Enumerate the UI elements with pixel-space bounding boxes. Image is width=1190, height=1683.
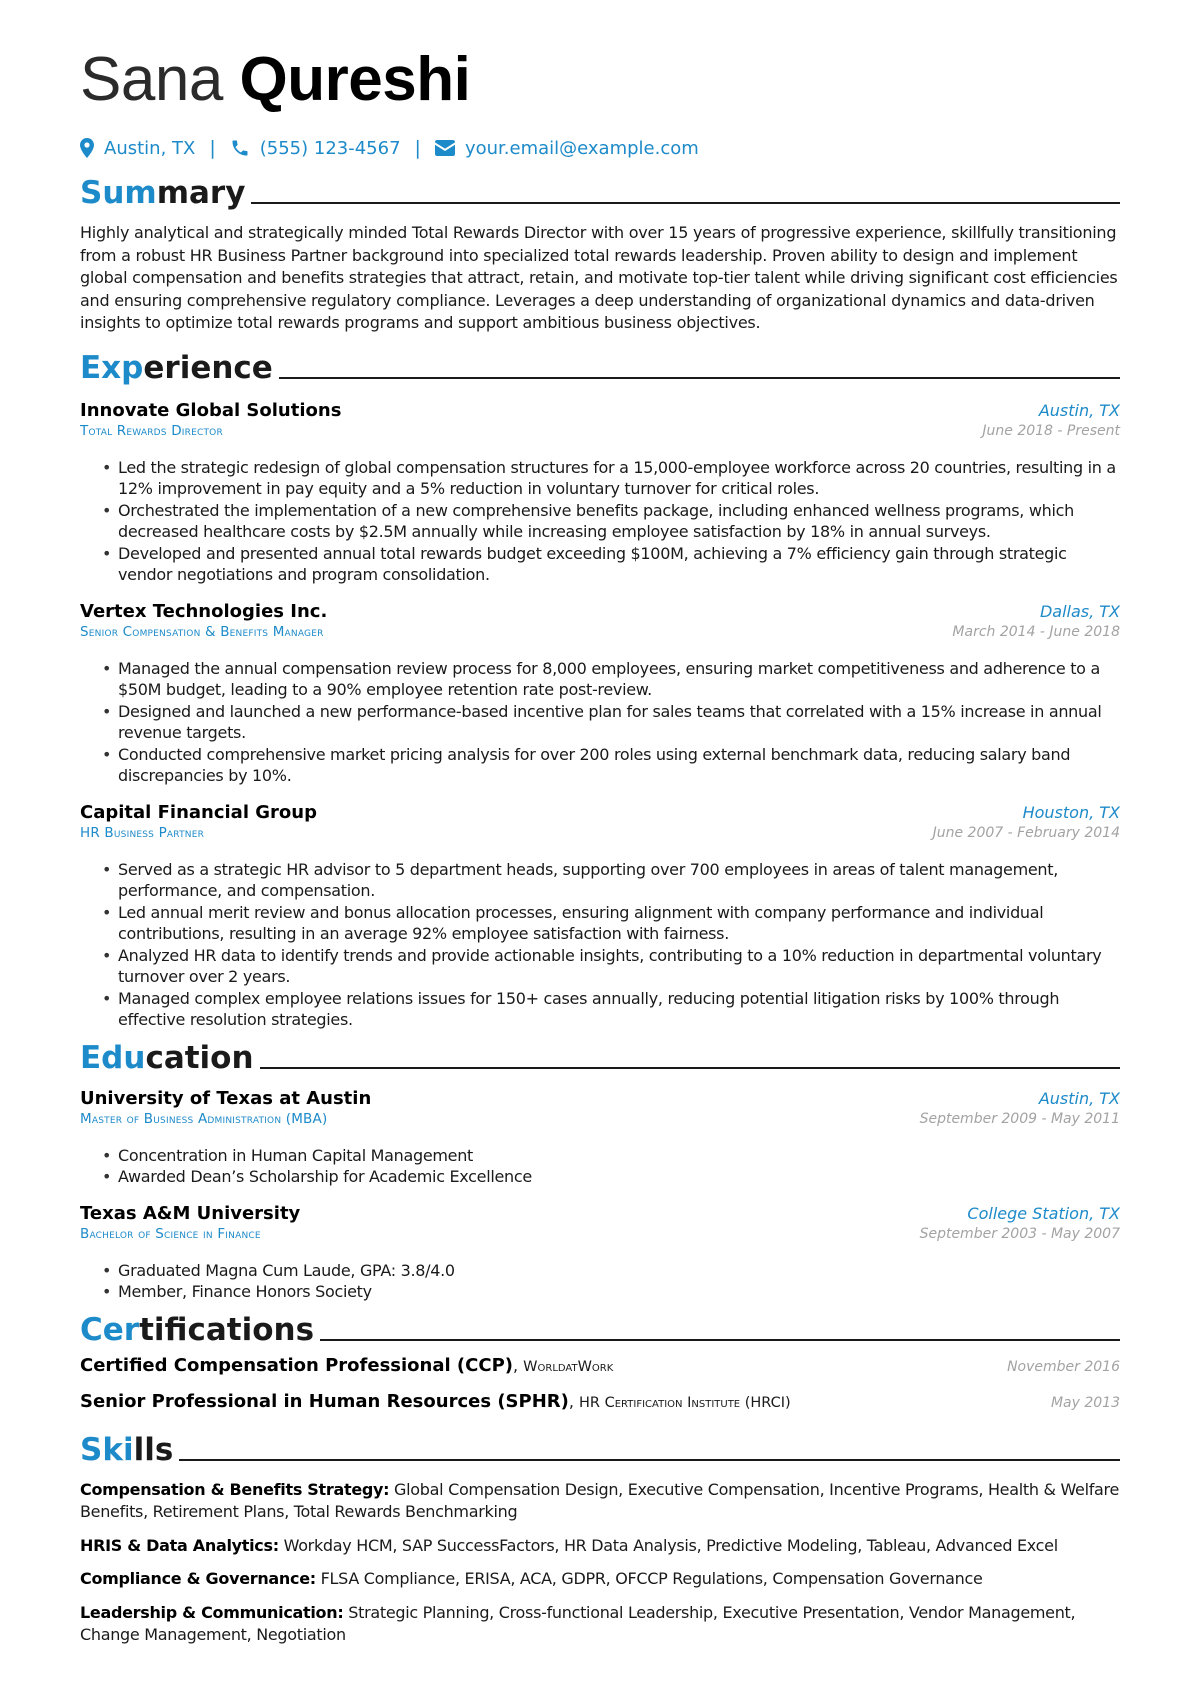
degree-title: Bachelor of Science in Finance bbox=[80, 1225, 261, 1242]
skill-items: Strategic Planning, Cross-functional Leadership, Executive Presentation, Vendor Management, Change Management, Negotiation bbox=[80, 1602, 1076, 1645]
phone-icon bbox=[230, 138, 250, 158]
separator: | bbox=[414, 137, 421, 159]
section-divider bbox=[279, 377, 1120, 379]
separator: | bbox=[209, 137, 216, 159]
skill-category: HRIS & Data Analytics: bbox=[80, 1535, 279, 1555]
contact-location bbox=[80, 138, 195, 159]
section-education-heading: Education bbox=[80, 1037, 1120, 1077]
education-detail-item: • Graduated Magna Cum Laude, GPA: 3.8/4.0 bbox=[102, 1260, 1120, 1282]
skills-list bbox=[80, 1479, 1120, 1647]
education-detail-list bbox=[80, 1260, 1120, 1303]
job-dates: June 2018 - Present bbox=[982, 422, 1120, 439]
degree-title: Master of Business Administration (MBA) bbox=[80, 1110, 328, 1127]
achievement-list bbox=[80, 859, 1120, 1031]
education-entry bbox=[80, 1202, 1120, 1303]
achievement-item: • Analyzed HR data to identify trends and provide actionable insights, contributing to a 10% reduction in departmental voluntary turnover over 2 years. bbox=[102, 945, 1120, 988]
skill-category: Compliance & Governance: bbox=[80, 1569, 316, 1589]
email-link[interactable]: your.email@example.com bbox=[464, 137, 699, 159]
job-location: Houston, TX bbox=[1022, 802, 1120, 822]
resume-page bbox=[80, 40, 1120, 1658]
skill-category: Compensation & Benefits Strategy: bbox=[80, 1479, 390, 1499]
skill-group bbox=[80, 1535, 1120, 1558]
contact-phone[interactable] bbox=[230, 138, 401, 159]
map-pin-icon bbox=[80, 138, 94, 158]
section-divider bbox=[320, 1339, 1120, 1341]
candidate-name bbox=[80, 40, 1120, 120]
job-dates: June 2007 - February 2014 bbox=[932, 824, 1120, 841]
achievement-list bbox=[80, 658, 1120, 787]
certification-issuer: WorldatWork bbox=[523, 1358, 614, 1375]
experience-entry bbox=[80, 399, 1120, 586]
employer-name: Vertex Technologies Inc. bbox=[80, 600, 328, 622]
certification-issuer: HR Certification Institute (HRCI) bbox=[579, 1394, 791, 1411]
certification-title: Senior Professional in Human Resources (SPHR) bbox=[80, 1390, 569, 1412]
summary-text: Highly analytical and strategically minded Total Rewards Director with over 15 years of progressive experience, skillfully transitioning from a robust HR Business Partner background into specialized total rewards leadership. Proven ability to design and implement global compensation and benefits strategies that attract, retain, and motivate top-tier talent while driving significant cost efficiencies and ensuring comprehensive regulatory compliance. Leverages a deep understanding of organizational dynamics and data-driven insights to optimize total rewards programs and support ambitious business objectives. bbox=[80, 223, 1118, 333]
envelope-icon bbox=[435, 140, 455, 156]
location-text: Austin, TX bbox=[104, 137, 196, 159]
education-detail-item: • Concentration in Human Capital Management bbox=[102, 1145, 1120, 1167]
school-location: Austin, TX bbox=[1038, 1088, 1120, 1108]
study-dates: September 2003 - May 2007 bbox=[919, 1225, 1120, 1242]
experience-entry bbox=[80, 801, 1120, 1031]
certification-title: Certified Compensation Professional (CCP) bbox=[80, 1354, 513, 1376]
skill-items: Global Compensation Design, Executive Compensation, Incentive Programs, Health & Welfare Benefits, Retirement Plans, Total Rewards Benchmarking bbox=[80, 1479, 1120, 1522]
certification-item: Certified Compensation Professional (CCP), WorldatWork November 2016 bbox=[80, 1354, 1120, 1376]
education-detail-item: • Awarded Dean’s Scholarship for Academic Excellence bbox=[102, 1166, 1120, 1188]
achievement-item: • Served as a strategic HR advisor to 5 department heads, supporting over 700 employees in areas of talent management, performance, and compensation. bbox=[102, 859, 1120, 902]
employer-name: Capital Financial Group bbox=[80, 801, 317, 823]
section-divider bbox=[179, 1459, 1120, 1461]
section-summary-heading: Summary bbox=[80, 172, 1120, 212]
job-title: Senior Compensation & Benefits Manager bbox=[80, 623, 324, 640]
achievement-list bbox=[80, 457, 1120, 586]
education-detail-list bbox=[80, 1145, 1120, 1188]
certification-item: Senior Professional in Human Resources (SPHR), HR Certification Institute (HRCI) May 2013 bbox=[80, 1390, 1120, 1412]
section-skills-heading: Skills bbox=[80, 1429, 1120, 1469]
certification-list bbox=[80, 1355, 1120, 1427]
achievement-item: • Orchestrated the implementation of a new comprehensive benefits package, including enhanced wellness programs, which decreased healthcare costs by $2.5M annually while increasing employee satisfaction by 18% in annual surveys. bbox=[102, 500, 1120, 543]
study-dates: September 2009 - May 2011 bbox=[919, 1110, 1120, 1127]
achievement-item: • Developed and presented annual total rewards budget exceeding $100M, achieving a 7% efficiency gain through strategic vendor negotiations and program consolidation. bbox=[102, 543, 1120, 586]
section-divider bbox=[260, 1067, 1120, 1069]
achievement-item: • Managed complex employee relations issues for 150+ cases annually, reducing potential litigation risks by 100% through effective resolution strategies. bbox=[102, 988, 1120, 1031]
skill-items: Workday HCM, SAP SuccessFactors, HR Data Analysis, Predictive Modeling, Tableau, Advanced Excel bbox=[283, 1535, 1058, 1555]
certification-date: November 2016 bbox=[1007, 1358, 1120, 1375]
skill-group bbox=[80, 1568, 1120, 1591]
certification-date: May 2013 bbox=[1050, 1394, 1120, 1411]
section-experience-heading: Experience bbox=[80, 347, 1120, 387]
job-title: Total Rewards Director bbox=[80, 422, 223, 439]
achievement-item: • Managed the annual compensation review process for 8,000 employees, ensuring market competitiveness and adherence to a $50M budget, leading to a 90% employee retention rate post-review. bbox=[102, 658, 1120, 701]
skill-category: Leadership & Communication: bbox=[80, 1602, 344, 1622]
section-divider bbox=[251, 202, 1120, 204]
contact-email[interactable] bbox=[435, 138, 699, 159]
education-detail-item: • Member, Finance Honors Society bbox=[102, 1281, 1120, 1303]
achievement-item: • Conducted comprehensive market pricing analysis for over 200 roles using external benchmark data, reducing salary band discrepancies by 10%. bbox=[102, 744, 1120, 787]
job-title: HR Business Partner bbox=[80, 824, 205, 841]
section-certifications-heading: Certifications bbox=[80, 1309, 1120, 1349]
achievement-item: • Designed and launched a new performance-based incentive plan for sales teams that correlated with a 15% increase in annual revenue targets. bbox=[102, 701, 1120, 744]
education-entry bbox=[80, 1087, 1120, 1188]
job-location: Dallas, TX bbox=[1039, 601, 1120, 621]
contact-line bbox=[80, 134, 1120, 162]
school-name: Texas A&M University bbox=[80, 1202, 301, 1224]
skill-group bbox=[80, 1602, 1120, 1647]
achievement-item: • Led annual merit review and bonus allocation processes, ensuring alignment with company performance and individual contributions, resulting in an average 92% employee satisfaction with fairness. bbox=[102, 902, 1120, 945]
skill-group bbox=[80, 1479, 1120, 1524]
achievement-item: • Led the strategic redesign of global compensation structures for a 15,000-employee workforce across 20 countries, resulting in a 12% improvement in pay equity and a 5% reduction in voluntary turnover for critical roles. bbox=[102, 457, 1120, 500]
school-name: University of Texas at Austin bbox=[80, 1087, 372, 1109]
first-name: Sana bbox=[80, 45, 223, 114]
last-name: Qureshi bbox=[239, 45, 471, 114]
employer-name: Innovate Global Solutions bbox=[80, 399, 342, 421]
school-location: College Station, TX bbox=[967, 1203, 1120, 1223]
job-dates: March 2014 - June 2018 bbox=[952, 623, 1120, 640]
skill-items: FLSA Compliance, ERISA, ACA, GDPR, OFCCP Regulations, Compensation Governance bbox=[320, 1569, 983, 1589]
job-location: Austin, TX bbox=[1038, 400, 1120, 420]
phone-text[interactable]: (555) 123-4567 bbox=[259, 137, 401, 159]
experience-entry bbox=[80, 600, 1120, 787]
